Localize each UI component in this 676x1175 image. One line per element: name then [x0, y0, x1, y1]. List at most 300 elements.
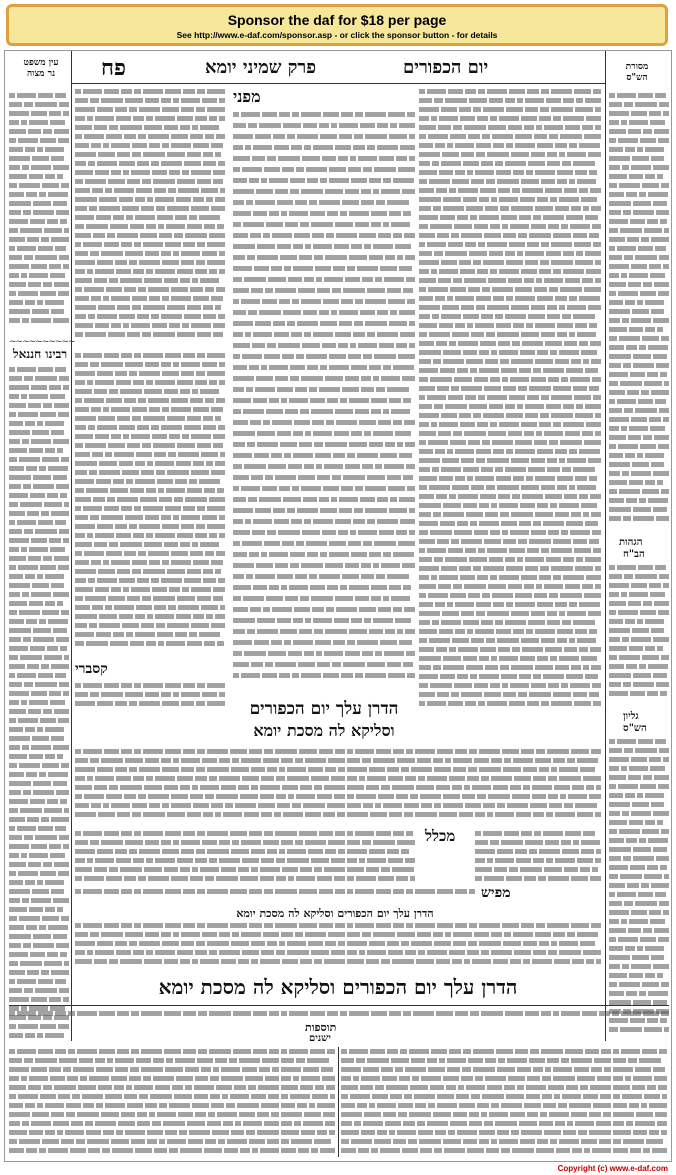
word-mark — [141, 623, 154, 627]
text-line — [233, 615, 415, 626]
word-mark — [366, 959, 379, 963]
word-mark — [25, 574, 35, 578]
word-mark — [463, 197, 477, 201]
word-mark — [201, 452, 218, 456]
word-mark — [129, 107, 137, 111]
word-mark — [583, 512, 589, 516]
word-mark — [144, 278, 162, 282]
word-mark — [535, 206, 553, 210]
word-mark — [619, 336, 640, 340]
word-mark — [521, 422, 537, 426]
word-mark — [282, 354, 294, 359]
word-mark — [480, 341, 496, 345]
word-mark — [449, 188, 456, 192]
word-mark — [596, 785, 601, 789]
word-mark — [649, 757, 661, 761]
sponsor-title[interactable]: Sponsor the daf for $18 per page — [227, 12, 447, 28]
text-line — [609, 136, 669, 145]
text-line — [233, 472, 415, 483]
word-mark — [253, 1049, 267, 1053]
word-mark — [623, 682, 631, 686]
word-mark — [517, 98, 523, 102]
word-mark — [482, 593, 490, 597]
word-mark — [203, 305, 213, 309]
word-mark — [31, 318, 51, 322]
text-line — [9, 743, 69, 752]
word-mark — [330, 1094, 335, 1098]
word-mark — [441, 161, 461, 165]
word-mark — [609, 255, 622, 259]
word-mark — [557, 638, 567, 642]
word-mark — [37, 147, 43, 151]
word-mark — [371, 409, 381, 414]
word-mark — [233, 244, 255, 249]
word-mark — [233, 299, 239, 304]
word-mark — [642, 982, 659, 986]
word-mark — [249, 1139, 265, 1143]
word-mark — [585, 521, 598, 525]
word-mark — [256, 189, 273, 194]
word-mark — [419, 251, 432, 255]
word-mark — [327, 398, 338, 403]
word-mark — [9, 637, 21, 641]
word-mark — [553, 269, 561, 273]
word-mark — [433, 206, 441, 210]
word-mark — [548, 377, 559, 381]
word-mark — [202, 362, 217, 366]
word-mark — [345, 464, 360, 469]
word-mark — [54, 403, 69, 407]
word-mark — [429, 332, 450, 336]
word-mark — [527, 548, 539, 552]
word-mark — [130, 641, 144, 645]
word-mark — [475, 840, 488, 844]
word-mark — [25, 147, 35, 151]
word-mark — [651, 156, 664, 160]
word-mark — [376, 923, 391, 927]
word-mark — [447, 449, 453, 453]
word-mark — [476, 152, 485, 156]
word-mark — [476, 611, 485, 615]
word-mark — [47, 799, 58, 803]
word-mark — [585, 557, 601, 561]
word-mark — [161, 98, 171, 102]
word-mark — [455, 449, 474, 453]
word-mark — [439, 812, 457, 816]
word-mark — [406, 651, 415, 656]
word-mark — [90, 840, 99, 844]
sponsor-subtitle[interactable]: See http://www.e-daf.com/sponsor.asp - or click the sponsor button - for details — [176, 30, 498, 40]
word-mark — [9, 1058, 22, 1062]
word-mark — [545, 1067, 551, 1071]
word-mark — [192, 542, 198, 546]
word-mark — [539, 1121, 553, 1125]
word-mark — [551, 242, 572, 246]
word-mark — [334, 618, 349, 623]
word-mark — [38, 673, 53, 677]
word-mark — [629, 480, 643, 484]
word-mark — [507, 1058, 527, 1062]
word-mark — [650, 426, 665, 430]
word-mark — [470, 674, 477, 678]
word-mark — [75, 849, 95, 853]
word-mark — [548, 683, 559, 687]
word-mark — [653, 354, 667, 358]
word-mark — [90, 515, 99, 519]
word-mark — [41, 511, 49, 515]
text-line — [75, 630, 225, 639]
text-line — [475, 874, 601, 883]
word-mark — [40, 291, 56, 295]
word-mark — [551, 260, 573, 264]
text-line — [9, 190, 69, 199]
word-mark — [233, 200, 244, 205]
word-mark — [125, 932, 143, 936]
word-mark — [644, 228, 662, 232]
word-mark — [527, 1076, 540, 1080]
word-mark — [663, 910, 669, 914]
word-mark — [410, 794, 418, 798]
word-mark — [29, 1130, 43, 1134]
word-mark — [389, 812, 402, 816]
word-mark — [292, 486, 299, 491]
word-mark — [313, 145, 333, 150]
word-mark — [537, 656, 548, 660]
word-mark — [464, 278, 486, 282]
word-mark — [651, 628, 664, 632]
word-mark — [441, 260, 457, 264]
word-mark — [548, 876, 569, 880]
word-mark — [588, 152, 601, 156]
text-line — [9, 563, 69, 572]
word-mark — [540, 107, 549, 111]
word-mark — [57, 601, 63, 605]
word-mark — [389, 585, 401, 590]
word-mark — [256, 563, 273, 568]
word-mark — [479, 674, 499, 678]
text-line — [419, 222, 601, 231]
word-mark — [23, 210, 31, 214]
word-mark — [137, 1121, 150, 1125]
word-mark — [400, 1049, 407, 1053]
word-mark — [564, 188, 577, 192]
word-mark — [291, 1139, 312, 1143]
word-mark — [490, 377, 500, 381]
word-mark — [209, 1011, 231, 1015]
word-mark — [77, 1011, 97, 1015]
word-mark — [505, 557, 515, 561]
word-mark — [640, 784, 656, 788]
word-mark — [570, 683, 590, 687]
word-mark — [26, 772, 37, 776]
text-line — [9, 1128, 335, 1137]
word-mark — [403, 288, 413, 293]
text-line — [609, 271, 669, 280]
word-mark — [571, 923, 589, 927]
word-mark — [83, 831, 102, 835]
word-mark — [609, 655, 617, 659]
word-mark — [430, 683, 452, 687]
word-mark — [181, 515, 200, 519]
word-mark — [35, 1058, 57, 1062]
word-mark — [543, 215, 564, 219]
word-mark — [481, 467, 493, 471]
word-mark — [243, 409, 264, 414]
word-mark — [521, 831, 532, 835]
word-mark — [473, 1067, 495, 1071]
word-mark — [303, 1067, 319, 1071]
text-line — [609, 626, 669, 635]
word-mark — [525, 840, 543, 844]
word-mark — [146, 776, 153, 780]
word-mark — [428, 593, 448, 597]
word-mark — [225, 803, 233, 807]
word-mark — [475, 858, 485, 862]
word-mark — [398, 167, 415, 172]
word-mark — [207, 941, 229, 945]
word-mark — [101, 692, 123, 696]
word-mark — [547, 314, 560, 318]
word-mark — [373, 376, 379, 381]
word-mark — [541, 1011, 551, 1015]
word-mark — [459, 260, 471, 264]
word-mark — [203, 569, 213, 573]
word-mark — [254, 266, 269, 271]
word-mark — [281, 1139, 289, 1143]
sponsor-banner[interactable] — [6, 4, 668, 46]
word-mark — [435, 602, 445, 606]
word-mark — [581, 840, 600, 844]
text-line — [9, 509, 69, 518]
word-mark — [9, 952, 28, 956]
word-mark — [197, 596, 211, 600]
text-line — [609, 334, 669, 343]
word-mark — [75, 353, 81, 357]
word-mark — [661, 655, 669, 659]
word-mark — [120, 959, 142, 963]
word-mark — [242, 776, 259, 780]
word-mark — [246, 574, 253, 579]
word-mark — [308, 849, 323, 853]
word-mark — [203, 812, 213, 816]
word-mark — [33, 790, 54, 794]
word-mark — [231, 849, 249, 853]
word-mark — [204, 1148, 222, 1152]
word-mark — [562, 314, 571, 318]
word-mark — [115, 767, 127, 771]
word-mark — [378, 794, 394, 798]
word-mark — [39, 925, 46, 929]
word-mark — [655, 892, 666, 896]
word-mark — [293, 618, 303, 623]
word-mark — [31, 844, 47, 848]
word-mark — [631, 757, 647, 761]
word-mark — [413, 1011, 434, 1015]
word-mark — [514, 776, 531, 780]
word-mark — [278, 343, 300, 348]
word-mark — [628, 1058, 637, 1062]
word-mark — [584, 440, 601, 444]
word-mark — [117, 569, 130, 573]
word-mark — [274, 145, 289, 150]
word-mark — [399, 1076, 410, 1080]
text-line — [9, 536, 69, 545]
word-mark — [445, 557, 467, 561]
text-line — [609, 451, 669, 460]
word-mark — [133, 533, 144, 537]
word-mark — [157, 215, 173, 219]
word-mark — [561, 1058, 569, 1062]
text-line — [9, 770, 69, 779]
text-line — [419, 681, 601, 690]
word-mark — [157, 479, 173, 483]
word-mark — [168, 605, 176, 609]
word-mark — [49, 1067, 61, 1071]
word-mark — [9, 997, 29, 1001]
word-mark — [130, 224, 144, 228]
word-mark — [53, 165, 69, 169]
word-mark — [142, 443, 151, 447]
word-mark — [437, 749, 453, 753]
word-mark — [147, 614, 153, 618]
word-mark — [657, 174, 663, 178]
word-mark — [23, 637, 31, 641]
word-mark — [35, 529, 57, 533]
word-mark — [453, 278, 462, 282]
word-mark — [473, 107, 481, 111]
word-mark — [33, 210, 54, 214]
word-mark — [516, 812, 531, 816]
word-mark — [365, 112, 386, 117]
word-mark — [241, 758, 261, 762]
word-mark — [9, 574, 23, 578]
text-line — [9, 1083, 335, 1092]
word-mark — [543, 831, 563, 835]
word-mark — [399, 310, 415, 315]
word-mark — [371, 585, 387, 590]
text-line — [233, 571, 415, 582]
word-mark — [261, 812, 272, 816]
word-mark — [623, 1139, 644, 1143]
word-mark — [461, 539, 482, 543]
word-mark — [398, 1103, 413, 1107]
word-mark — [145, 98, 159, 102]
word-mark — [663, 417, 669, 421]
word-mark — [299, 629, 312, 634]
word-mark — [9, 808, 18, 812]
word-mark — [559, 350, 579, 354]
text-line — [9, 428, 69, 437]
word-mark — [518, 233, 527, 237]
word-mark — [9, 673, 15, 677]
word-mark — [75, 434, 93, 438]
word-mark — [481, 1112, 487, 1116]
word-mark — [579, 494, 588, 498]
word-mark — [264, 1121, 279, 1125]
word-mark — [564, 867, 578, 871]
word-mark — [495, 161, 503, 165]
text-line — [233, 296, 415, 307]
word-mark — [554, 959, 570, 963]
word-mark — [519, 1121, 537, 1125]
word-mark — [138, 794, 146, 798]
word-mark — [196, 767, 205, 771]
word-mark — [284, 266, 291, 271]
word-mark — [9, 682, 22, 686]
word-mark — [405, 442, 415, 447]
word-mark — [204, 641, 215, 645]
word-mark — [261, 950, 274, 954]
word-mark — [255, 134, 271, 139]
word-mark — [75, 305, 96, 309]
word-mark — [479, 749, 500, 753]
word-mark — [545, 840, 559, 844]
word-mark — [526, 170, 533, 174]
word-mark — [117, 1011, 129, 1015]
word-mark — [342, 387, 359, 392]
word-mark — [22, 439, 29, 443]
word-mark — [309, 200, 317, 205]
word-mark — [333, 266, 345, 271]
word-mark — [91, 407, 101, 411]
word-mark — [135, 479, 155, 483]
word-mark — [110, 224, 128, 228]
word-mark — [146, 858, 153, 862]
word-mark — [106, 876, 122, 880]
word-mark — [56, 210, 69, 214]
text-line — [419, 501, 601, 510]
word-mark — [243, 596, 264, 601]
word-mark — [111, 170, 121, 174]
word-mark — [177, 950, 193, 954]
word-mark — [233, 420, 248, 425]
word-mark — [566, 521, 583, 525]
word-mark — [561, 840, 571, 844]
word-mark — [660, 219, 667, 223]
word-mark — [539, 116, 551, 120]
word-mark — [116, 269, 131, 273]
word-mark — [111, 296, 130, 300]
word-mark — [296, 794, 315, 798]
word-mark — [292, 673, 299, 678]
word-mark — [402, 1148, 418, 1152]
word-mark — [369, 941, 385, 945]
word-mark — [91, 296, 101, 300]
word-mark — [9, 237, 25, 241]
word-mark — [86, 488, 108, 492]
text-line — [609, 397, 669, 406]
word-mark — [609, 489, 617, 493]
word-mark — [609, 610, 616, 614]
word-mark — [501, 1103, 522, 1107]
word-mark — [503, 767, 521, 771]
word-mark — [207, 683, 225, 687]
word-mark — [142, 179, 151, 183]
word-mark — [479, 215, 499, 219]
word-mark — [244, 812, 259, 816]
word-mark — [553, 1076, 575, 1080]
word-mark — [345, 651, 360, 656]
word-mark — [250, 420, 261, 425]
word-mark — [383, 596, 389, 601]
text-line — [609, 343, 669, 352]
copyright-link[interactable]: Copyright (c) www.e-daf.com — [557, 1164, 668, 1173]
word-mark — [489, 557, 503, 561]
word-mark — [533, 812, 544, 816]
word-mark — [75, 188, 90, 192]
word-mark — [266, 596, 283, 601]
word-mark — [609, 462, 630, 466]
